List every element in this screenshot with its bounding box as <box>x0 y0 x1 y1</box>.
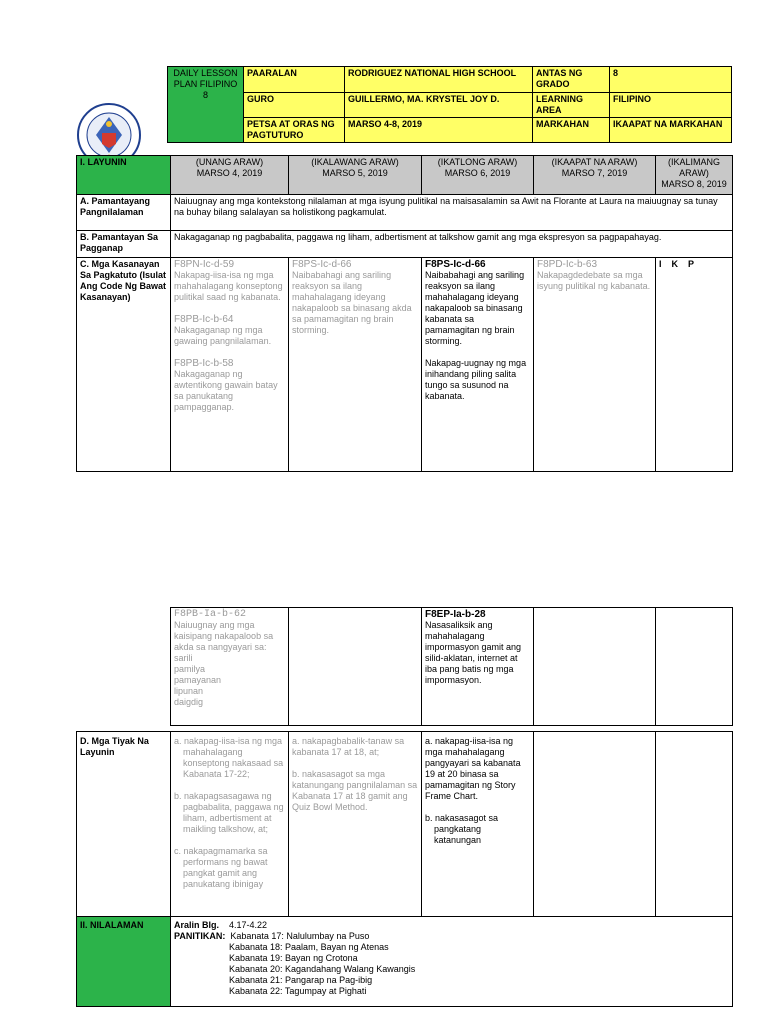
markahan-label: MARKAHAN <box>533 118 610 143</box>
day-5-header: (IKALIMANG ARAW) MARSO 8, 2019 <box>656 156 733 195</box>
nilalaman-content: Aralin Blg. 4.17-4.22 PANITIKAN: Kabanata 17: Nalulumbay na Puso Kabanata 18: Paalam, Bayan ng Atenas Kabanata 19: Bayan ng Crotona Kabanata 20: Kagandahang Walang Kawangis Kabanata 21: Pangarap na Pag-ibig Kabanata 22: Tagumpay at Pighati <box>171 917 733 1007</box>
continued-day-4 <box>534 608 656 726</box>
learning-area-value: FILIPINO <box>610 93 732 118</box>
learning-area-label: LEARNING AREA <box>533 93 610 118</box>
pamantayang-pangnilalaman-label: A. Pamantayang Pangnilalaman <box>77 195 171 231</box>
pamantayang-pangnilalaman-text: Naiuugnay ang mga kontekstong nilalaman at mga isyung pulitikal na maisasalamin sa Awit na Florante at Laura na maiuugnay sa tunay na buhay bilang salalayan sa holistikong pagkamulat. <box>171 195 733 231</box>
paaralan-label: PAARALAN <box>244 67 345 93</box>
day-1-header: (UNANG ARAW) MARSO 4, 2019 <box>171 156 289 195</box>
list-item: Kabanata 19: Bayan ng Crotona <box>229 953 358 963</box>
lesson-table-continued <box>170 607 733 726</box>
pamantayan-sa-pagganap-label: B. Pamantayan Sa Pagganap <box>77 231 171 258</box>
day-3-header: (IKATLONG ARAW) MARSO 6, 2019 <box>422 156 534 195</box>
layunin-label: I. LAYUNIN <box>77 156 171 195</box>
list-item: Kabanata 18: Paalam, Bayan ng Atenas <box>229 942 389 952</box>
list-item: pamayanan <box>174 675 222 685</box>
day-2-header: (IKALAWANG ARAW) MARSO 5, 2019 <box>289 156 422 195</box>
tiyak-day-1: a. nakapag-iisa-isa ng mga mahahalagang konseptong nakasaad sa Kabanata 17-22; b. nakapagsasagawa ng pagbabalita, paggawa ng liham, adbertisment at maikling talkshow, at; c. nakapagmamarka sa performans ng bawat pangkat gamit ang panukatang ibinigay <box>171 732 289 917</box>
kasanayan-day-2: F8PS-Ic-d-66 Naibabahagi ang sariling reaksyon sa ilang mahahalagang ideyang nakapaloob sa binasang akda sa pamamagitan ng brain storming. <box>289 258 422 472</box>
guro-label: GURO <box>244 93 345 118</box>
continued-day-3: F8EP-Ia-b-28 Nasasaliksik ang mahahalagang impormasyon gamit ang silid-aklatan, internet at iba pang batis ng mga impormasyon. <box>422 608 534 726</box>
tiyak-day-4 <box>534 732 656 917</box>
guro-value: GUILLERMO, MA. KRYSTEL JOY D. <box>345 93 533 118</box>
antas-label: ANTAS NG GRADO <box>533 67 610 93</box>
list-item: pamilya <box>174 664 206 674</box>
list-item: lipunan <box>174 686 204 696</box>
petsa-value: MARSO 4-8, 2019 <box>345 118 533 143</box>
kasanayan-day-5: I K P <box>656 258 733 472</box>
markahan-value: IKAAPAT NA MARKAHAN <box>610 118 732 143</box>
pamantayan-sa-pagganap-text: Nakagaganap ng pagbabalita, paggawa ng liham, adbertisment at talkshow gamit ang mga ekspresyon sa pagpapahayag. <box>171 231 733 258</box>
list-item: Kabanata 20: Kagandahang Walang Kawangis <box>229 964 416 974</box>
kasanayan-day-3: F8PS-Ic-d-66 Naibabahagi ang sariling reaksyon sa ilang mahahalagang ideyang nakapaloob sa binasang kabanata sa pamamagitan ng brain storming. Nakapag-uugnay ng mga inihandang piling salita tungo sa susunod na kabanata. <box>422 258 534 472</box>
continued-day-2 <box>289 608 422 726</box>
nilalaman-label: II. NILALAMAN <box>77 917 171 1007</box>
list-item: sarili <box>174 653 193 663</box>
day-4-header: (IKAAPAT NA ARAW) MARSO 7, 2019 <box>534 156 656 195</box>
kasanayan-label: C. Mga Kasanayan Sa Pagkatuto (Isulat Ang Code Ng Bawat Kasanayan) <box>77 258 171 472</box>
daily-lesson-plan-label: DAILY LESSON PLAN FILIPINO 8 <box>168 67 244 143</box>
tiyak-day-3: a. nakapag-iisa-isa ng mga mahahalagang pangyayari sa kabanata 19 at 20 binasa sa pamamagitan ng Story Frame Chart. b. nakasasagot sa pangkatang katanungan <box>422 732 534 917</box>
kasanayan-day-1: F8PN-Ic-d-59 Nakapag-iisa-isa ng mga mahahalagang konseptong pulitikal saad ng kabanata. F8PB-Ic-b-64 Nakagaganap ng mga gawaing pangnilalaman. F8PB-Ic-b-58 Nakagaganap ng awtentikong gawain batay sa panukatang pampagganap. <box>171 258 289 472</box>
tiyak-na-layunin-table <box>76 731 733 1007</box>
tiyak-day-2: a. nakapagbabalik-tanaw sa kabanata 17 at 18, at; b. nakasasagot sa mga katanungang pangnilalaman sa Kabanata 17 at 18 gamit ang Quiz Bowl Method. <box>289 732 422 917</box>
list-item: Kabanata 22: Tagumpay at Pighati <box>229 986 367 996</box>
continued-day-1: F8PB-Ia-b-62 Naiuugnay ang mga kaisipang nakapaloob sa akda sa nangyayari sa: sarili pamilya pamayanan lipunan daigdig <box>171 608 289 726</box>
tiyak-day-5 <box>656 732 733 917</box>
antas-value: 8 <box>610 67 732 93</box>
lesson-table <box>76 155 733 472</box>
paaralan-value: RODRIGUEZ NATIONAL HIGH SCHOOL <box>345 67 533 93</box>
list-item: Kabanata 21: Pangarap na Pag-ibig <box>229 975 373 985</box>
header-table <box>167 66 732 143</box>
tiyak-na-layunin-label: D. Mga Tiyak Na Layunin <box>77 732 171 917</box>
kasanayan-day-4: F8PD-Ic-b-63 Nakapagdedebate sa mga isyung pulitikal ng kabanata. <box>534 258 656 472</box>
list-item: daigdig <box>174 697 204 707</box>
continued-day-5 <box>656 608 733 726</box>
petsa-label: PETSA AT ORAS NG PAGTUTURO <box>244 118 345 143</box>
